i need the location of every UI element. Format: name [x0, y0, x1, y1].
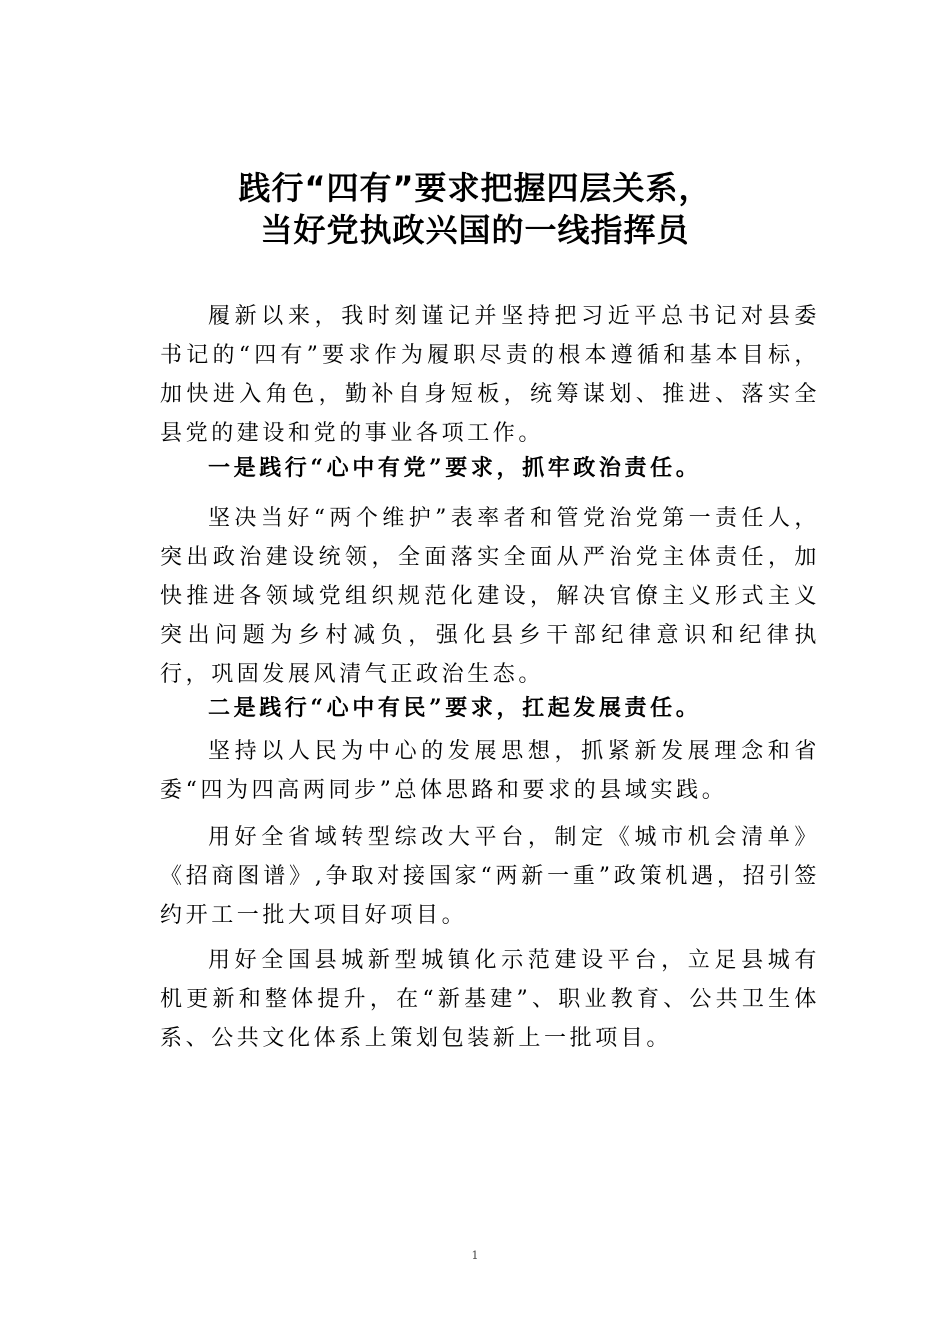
section-heading-2: 二是践行“心中有民”要求，扛起发展责任。 [208, 695, 702, 721]
document-title-line-1: 践行“四有”要求把握四层关系， [238, 169, 712, 207]
document-title-line-2: 当好党执政兴国的一线指挥员 [260, 211, 690, 249]
page-number: 1 [471, 1249, 479, 1262]
body-paragraph-1: 坚决当好“两个维护”表率者和管党治党第一责任人，突出政治建设统领，全面落实全面从严治党主体责任，加快推进各领域党组织规范化建设，解决官僚主义形式主义突出问题为乡村减负，强化县乡干部纪律意识和纪律执行，巩固发展风清气正政治生态。 [160, 506, 820, 687]
section-heading-1: 一是践行“心中有党”要求，抓牢政治责任。 [208, 455, 702, 481]
body-paragraph-3: 用好全省域转型综改大平台，制定《城市机会清单》《招商图谱》,争取对接国家“两新一重”政策机遇，招引签约开工一批大项目好项目。 [160, 825, 820, 928]
body-paragraph-4: 用好全国县城新型城镇化示范建设平台，立足县城有机更新和整体提升，在“新基建”、职业教育、公共卫生体系、公共文化体系上策划包装新上一批项目。 [160, 948, 820, 1051]
body-paragraph-2: 坚持以人民为中心的发展思想，抓紧新发展理念和省委“四为四高两同步”总体思路和要求的县域实践。 [160, 739, 820, 803]
intro-paragraph: 履新以来，我时刻谨记并坚持把习近平总书记对县委书记的“四有”要求作为履职尽责的根本遵循和基本目标，加快进入角色，勤补自身短板，统筹谋划、推进、落实全县党的建设和党的事业各项工作。 [160, 304, 820, 446]
